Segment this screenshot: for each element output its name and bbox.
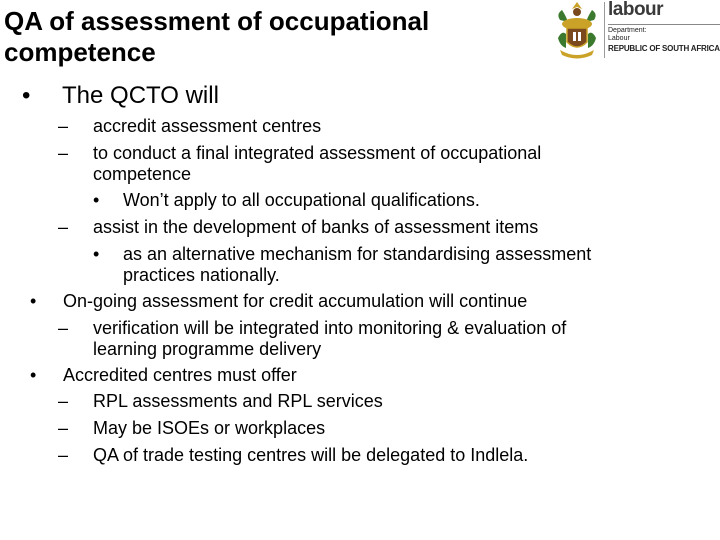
dash-marker: – <box>58 318 69 338</box>
bullet-qcto-will: The QCTO will <box>62 82 219 109</box>
list-item: to conduct a final integrated assessment of occupational <box>93 143 542 163</box>
list-item: accredit assessment centres <box>93 116 322 136</box>
dash-marker: – <box>58 116 69 136</box>
sub-list-item: Won’t apply to all occupational qualifications. <box>123 190 480 210</box>
bullet-marker: • <box>22 82 31 109</box>
bullet-marker: • <box>30 365 37 385</box>
sub-list-item-continuation: practices nationally. <box>123 265 280 285</box>
list-item: May be ISOEs or workplaces <box>93 418 326 438</box>
logo-country: REPUBLIC OF SOUTH AFRICA <box>608 44 720 53</box>
logo-department-line1: Department: <box>608 27 647 34</box>
dash-marker: – <box>58 391 69 411</box>
logo-divider <box>604 2 605 58</box>
coat-of-arms-icon <box>552 0 602 60</box>
bullet-marker: • <box>30 291 37 311</box>
list-item: verification will be integrated into monitoring & evaluation of <box>93 318 567 338</box>
sub-bullet-marker: • <box>93 244 100 264</box>
logo-brand: labour <box>608 0 664 20</box>
logo-rule <box>608 24 720 25</box>
dash-marker: – <box>58 445 69 465</box>
sub-list-item: as an alternative mechanism for standardising assessment <box>123 244 592 264</box>
slide-title: QA of assessment of occupational competence <box>4 6 430 67</box>
list-item-continuation: competence <box>93 164 192 184</box>
dash-marker: – <box>58 143 69 163</box>
dash-marker: – <box>58 418 69 438</box>
bullet-accredited-centres: Accredited centres must offer <box>63 365 297 385</box>
dash-marker: – <box>58 217 69 237</box>
bullet-ongoing-assessment: On-going assessment for credit accumulation will continue <box>63 291 528 311</box>
list-item: assist in the development of banks of assessment items <box>93 217 539 237</box>
logo-department-line2: Labour <box>608 35 630 42</box>
sub-bullet-marker: • <box>93 190 100 210</box>
department-of-labour-logo <box>548 0 720 62</box>
list-item: RPL assessments and RPL services <box>93 391 383 411</box>
list-item: QA of trade testing centres will be delegated to Indlela. <box>93 445 529 465</box>
list-item-continuation: learning programme delivery <box>93 339 322 359</box>
logo-department <box>608 27 647 43</box>
